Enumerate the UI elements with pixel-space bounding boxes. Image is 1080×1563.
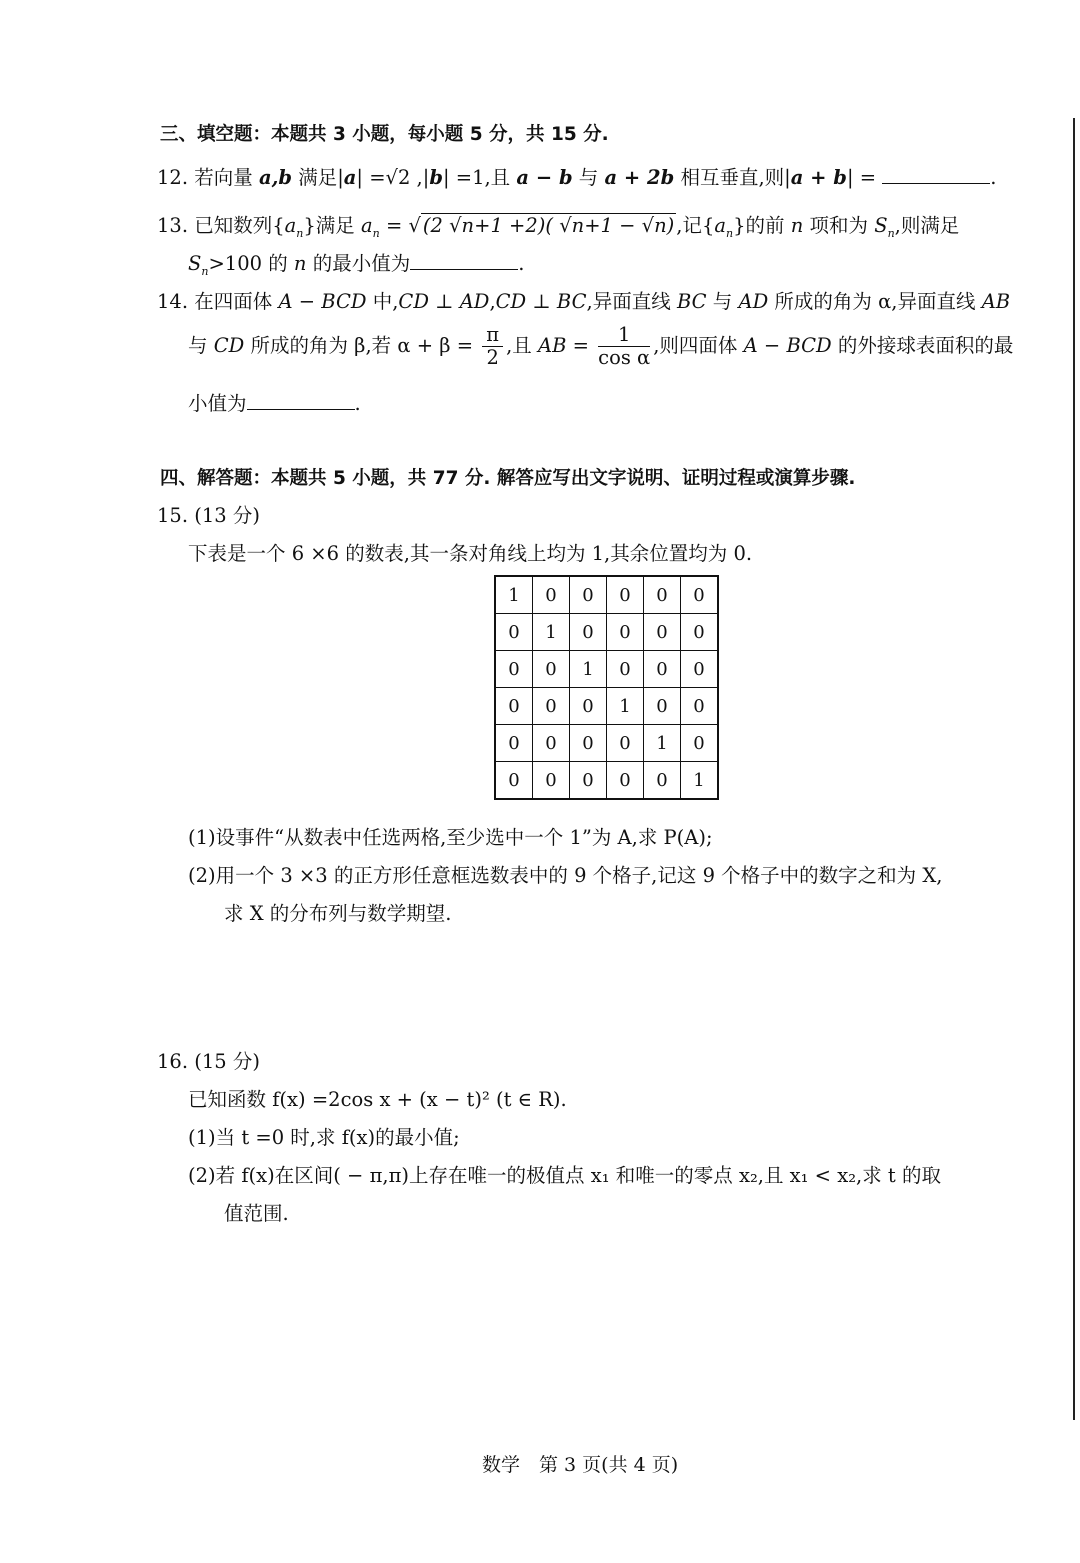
q13-sub-n-3: n bbox=[726, 226, 734, 240]
q16-score: (15 分) bbox=[194, 1050, 260, 1073]
table-cell: 0 bbox=[570, 576, 607, 614]
q14-cond-2: CD ⊥ BC bbox=[495, 290, 587, 313]
question-16-header bbox=[157, 1046, 260, 1074]
table-cell: 0 bbox=[607, 614, 644, 651]
q13-a-3: a bbox=[714, 214, 727, 237]
table-cell: 0 bbox=[495, 688, 533, 725]
q13-number: 13. bbox=[157, 214, 189, 237]
table-cell: 0 bbox=[570, 762, 607, 800]
q14-cd: CD bbox=[213, 334, 245, 357]
table-cell: 0 bbox=[570, 614, 607, 651]
page-footer: 数学 第 3 页(共 4 页) bbox=[482, 1454, 679, 1476]
q15-part-2-line-2: 求 X 的分布列与数学期望. bbox=[224, 902, 452, 925]
table-cell: 0 bbox=[570, 725, 607, 762]
table-row bbox=[495, 614, 718, 651]
table-cell: 0 bbox=[607, 651, 644, 688]
q14-text-8: ,且 bbox=[506, 334, 532, 357]
table-cell: 0 bbox=[570, 688, 607, 725]
q14-ab-eq: AB = bbox=[538, 334, 589, 357]
q14-ad: AD bbox=[738, 290, 769, 313]
q12-a-plus-2b: a + 2b bbox=[604, 166, 675, 189]
table-cell: 1 bbox=[607, 688, 644, 725]
q13-root-expr: (2 √n+1 +2)( √n+1 − √n) bbox=[422, 214, 675, 237]
q13-text-8: 的最小值为 bbox=[312, 252, 411, 275]
q12-number: 12. bbox=[157, 166, 189, 189]
table-row bbox=[495, 576, 718, 614]
q14-text-6: 与 bbox=[188, 334, 208, 357]
table-cell: 0 bbox=[533, 576, 570, 614]
q14-pi-over-2 bbox=[482, 324, 503, 369]
table-cell: 1 bbox=[570, 651, 607, 688]
q14-text-10: 的外接球表面积的最 bbox=[837, 334, 1014, 357]
table-cell: 1 bbox=[533, 614, 570, 651]
table-cell: 0 bbox=[644, 762, 681, 800]
q13-sub-n: n bbox=[296, 226, 304, 240]
q14-two: 2 bbox=[486, 346, 499, 369]
q13-eq: = bbox=[385, 214, 403, 237]
q13-sub-n-5: n bbox=[201, 264, 209, 278]
table-cell: 0 bbox=[681, 725, 719, 762]
table-cell: 0 bbox=[495, 614, 533, 651]
answer-blank-12[interactable] bbox=[882, 165, 990, 184]
table-row bbox=[495, 725, 718, 762]
q14-tetra-2: A − BCD bbox=[743, 334, 832, 357]
q14-text-11: 小值为 bbox=[188, 392, 247, 415]
q12-text-6: 相互垂直,则| bbox=[680, 166, 791, 189]
q13-a-2: a bbox=[361, 214, 373, 237]
table-cell: 1 bbox=[681, 762, 719, 800]
q12-text-3: | =√2 ,| bbox=[356, 166, 430, 189]
q13-n: n bbox=[790, 214, 804, 237]
q13-sub-n-2: n bbox=[372, 226, 380, 240]
table-cell: 0 bbox=[644, 651, 681, 688]
q13-sub-n-4: n bbox=[887, 226, 895, 240]
q12-vec-b: b bbox=[429, 166, 443, 189]
q14-bc: BC bbox=[676, 290, 707, 313]
q16-function: 已知函数 f(x) =2cos x + (x − t)² (t ∈ R). bbox=[188, 1088, 567, 1111]
q16-part-2-line-2: 值范围. bbox=[224, 1202, 289, 1225]
q12-text-7: | = bbox=[846, 166, 877, 189]
q13-text-1: 已知数列{ bbox=[194, 214, 285, 237]
q14-text-2: 中, bbox=[372, 290, 399, 313]
table-row bbox=[495, 688, 718, 725]
q12-a-minus-b: a − b bbox=[516, 166, 573, 189]
q12-a-plus-b: a + b bbox=[790, 166, 847, 189]
q16-part-1: (1)当 t =0 时,求 f(x)的最小值; bbox=[188, 1126, 460, 1149]
table-cell: 0 bbox=[495, 651, 533, 688]
question-15-header bbox=[157, 500, 260, 528]
table-cell: 0 bbox=[495, 725, 533, 762]
q14-cond-1: CD ⊥ AD bbox=[398, 290, 490, 313]
q12-vectors: a,b bbox=[258, 166, 292, 189]
table-cell: 0 bbox=[533, 725, 570, 762]
q14-one: 1 bbox=[598, 324, 650, 347]
q13-n-2: n bbox=[293, 252, 307, 275]
table-cell: 1 bbox=[495, 576, 533, 614]
question-13: 13. 已知数列$\{a_n\}$满足 $a_n$ = √ (2 √n+1 +2)( √n+1 − √n) ,记$\{a_n\}$的前 n 项和为 $S_n$,则满足 bbox=[157, 214, 960, 240]
q13-text-3: ,记{ bbox=[676, 214, 715, 237]
q14-text-9: ,则四面体 bbox=[653, 334, 738, 357]
q14-pi: π bbox=[482, 324, 503, 347]
q15-part-2-line-1: (2)用一个 3 ×3 的正方形任意框选数表中的 9 个格子,记这 9 个格子中的数字之和为 X, bbox=[188, 864, 943, 887]
q14-number: 14. bbox=[157, 290, 189, 313]
table-cell: 0 bbox=[681, 576, 719, 614]
q13-a: a bbox=[284, 214, 297, 237]
q16-number: 16. bbox=[157, 1050, 189, 1073]
q14-cos-alpha: cos α bbox=[598, 346, 651, 369]
section-4-heading: 四、解答题：本题共 5 小题，共 77 分. 解答应写出文字说明、证明过程或演算步骤. bbox=[160, 468, 856, 489]
q14-text-7: 所成的角为 β,若 α + β = bbox=[250, 334, 474, 357]
table-cell: 0 bbox=[607, 725, 644, 762]
table-cell: 0 bbox=[533, 762, 570, 800]
question-14: 14. 在四面体 A − BCD 中,CD ⊥ AD,CD ⊥ BC,异面直线 BC 与 AD 所成的角为 α,异面直线 AB bbox=[157, 290, 1011, 313]
q14-one-over-cos bbox=[598, 324, 650, 369]
q15-intro: 下表是一个 6 ×6 的数表,其一条对角线上均为 1,其余位置均为 0. bbox=[188, 542, 753, 565]
table-cell: 0 bbox=[681, 614, 719, 651]
q14-ab: AB bbox=[981, 290, 1011, 313]
table-cell: 0 bbox=[533, 688, 570, 725]
q13-text-5: 项和为 bbox=[809, 214, 869, 237]
table-cell: 0 bbox=[681, 651, 719, 688]
q14-text-3: ,异面直线 bbox=[586, 290, 671, 313]
q13-text-7: >100 的 bbox=[208, 252, 288, 275]
table-cell: 1 bbox=[644, 725, 681, 762]
q14-text-4: 与 bbox=[712, 290, 733, 313]
q12-text-2: 满足| bbox=[298, 166, 344, 189]
answer-blank-13[interactable] bbox=[410, 251, 518, 270]
q14-text-5: 所成的角为 α,异面直线 bbox=[774, 290, 976, 313]
table-cell: 0 bbox=[644, 576, 681, 614]
answer-blank-14[interactable] bbox=[247, 391, 355, 410]
table-cell: 0 bbox=[607, 576, 644, 614]
q13-S-2: S bbox=[188, 252, 202, 275]
table-cell: 0 bbox=[644, 688, 681, 725]
q13-S: S bbox=[874, 214, 888, 237]
question-13-line-2: $S_n>100$ 的 n 的最小值为 . bbox=[188, 252, 525, 278]
q14-text-1: 在四面体 bbox=[194, 290, 273, 313]
q12-text-5: 与 bbox=[578, 166, 599, 189]
q15-number: 15. bbox=[157, 504, 189, 527]
margin-rule bbox=[1073, 118, 1075, 1420]
table-cell: 0 bbox=[533, 651, 570, 688]
table-cell: 0 bbox=[607, 762, 644, 800]
q12-vec-a: a bbox=[343, 166, 357, 189]
number-table bbox=[494, 575, 719, 800]
q13-text-6: ,则满足 bbox=[894, 214, 960, 237]
q13-text-2: }满足 bbox=[303, 214, 355, 237]
q15-score: (13 分) bbox=[194, 504, 260, 527]
table-cell: 0 bbox=[681, 688, 719, 725]
q15-part-1: (1)设事件“从数表中任选两格,至少选中一个 1”为 A,求 P(A); bbox=[188, 826, 713, 849]
question-12: 12. 若向量 a,b 满足|a| =√2 ,|b| =1,且 a − b 与 a + 2b 相互垂直,则|a + b| = . bbox=[157, 166, 997, 189]
table-row bbox=[495, 762, 718, 800]
section-3-heading: 三、填空题：本题共 3 小题，每小题 5 分，共 15 分. bbox=[160, 124, 609, 145]
table-row bbox=[495, 651, 718, 688]
q14-tetra: A − BCD bbox=[278, 290, 367, 313]
q13-text-4: }的前 bbox=[733, 214, 785, 237]
question-14-line-3: 小值为 . bbox=[188, 392, 361, 415]
q12-text-4: | =1,且 bbox=[442, 166, 511, 189]
table-cell: 0 bbox=[644, 614, 681, 651]
q12-text: 若向量 bbox=[194, 166, 253, 189]
table-cell: 0 bbox=[495, 762, 533, 800]
question-14-line-2 bbox=[188, 324, 1013, 369]
q16-part-2-line-1: (2)若 f(x)在区间( − π,π)上存在唯一的极值点 x₁ 和唯一的零点 x₂,且 x₁ < x₂,求 t 的取 bbox=[188, 1164, 941, 1187]
